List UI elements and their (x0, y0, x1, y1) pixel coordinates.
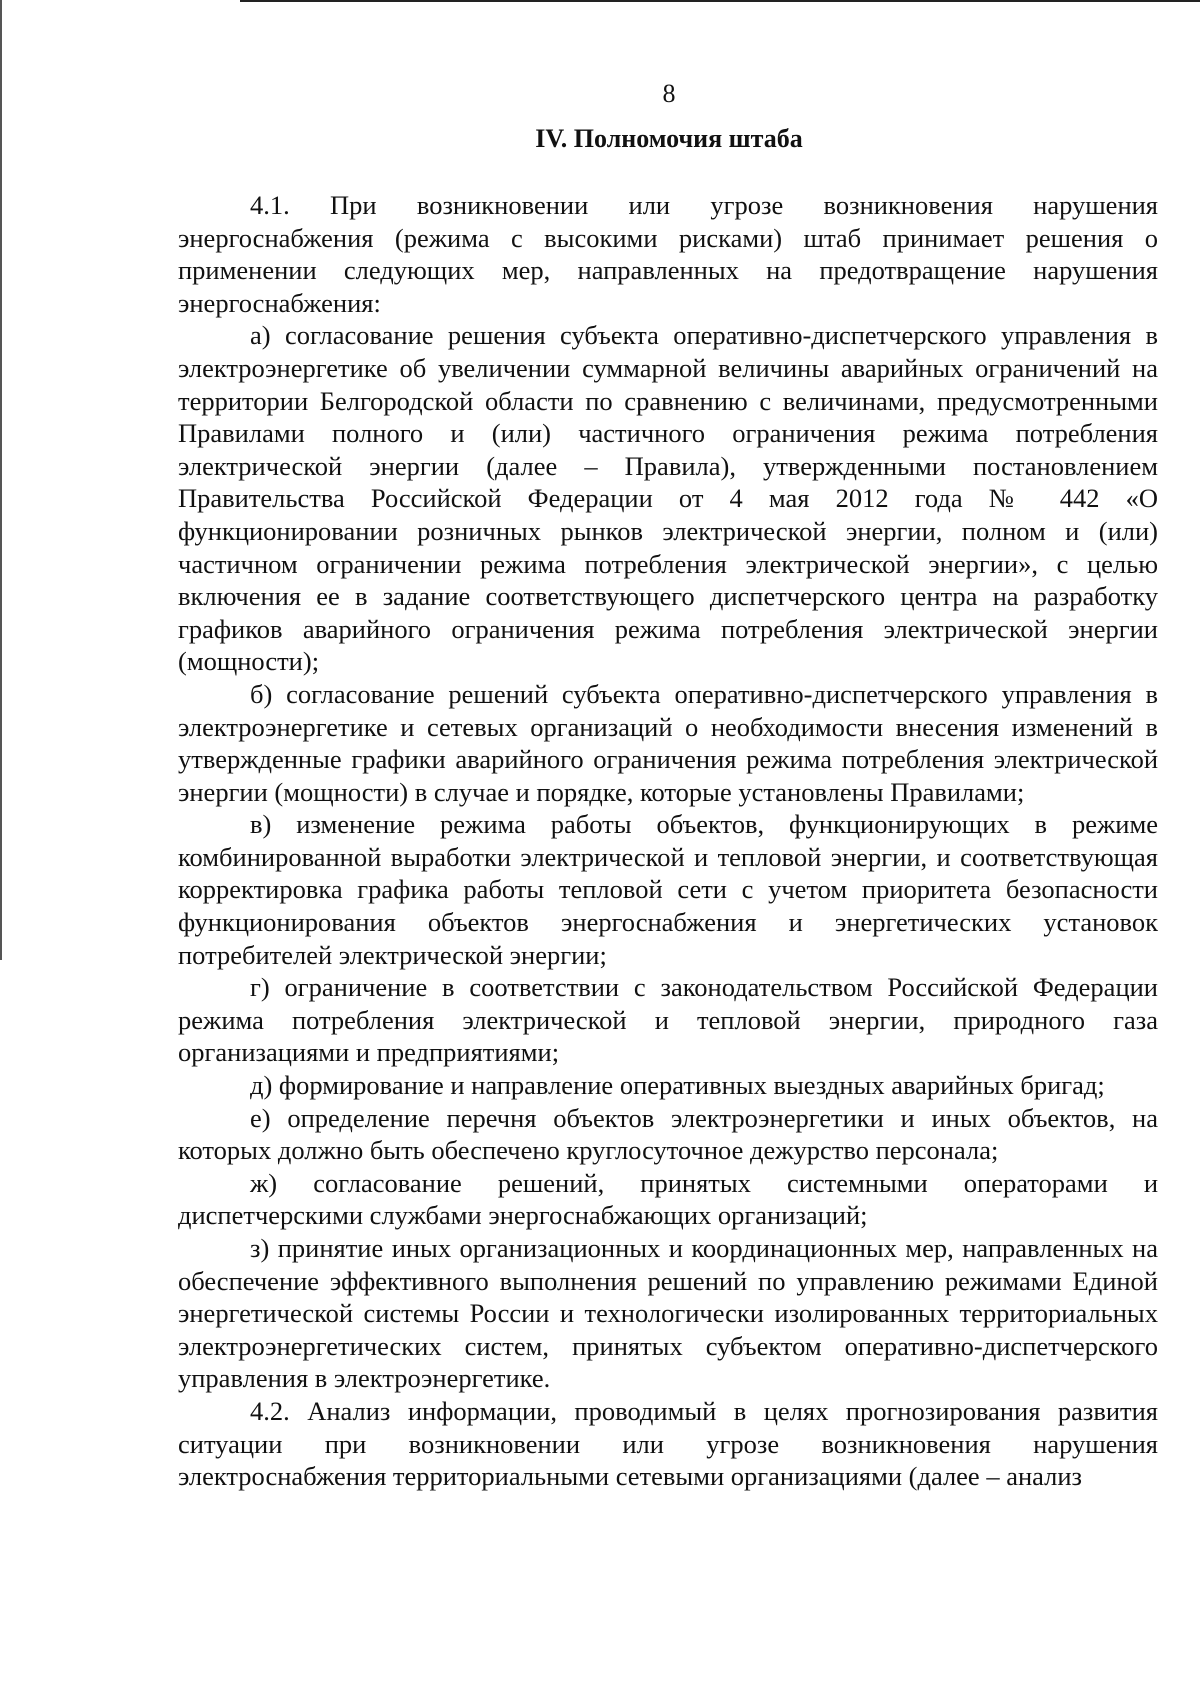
section-title: IV. Полномочия штаба (535, 124, 803, 153)
paragraph-item-b: б) согласование решений субъекта оперативно-диспетчерского управления в электроэнергетике и сетевых организаций о необходимости внесения изменений в утвержденные графики аварийного ограничения режима потребления электрической энергии (мощности) в случае и порядке, которые установлены Правилами; (178, 678, 1158, 807)
paragraph-4-1: 4.1. При возникновении или угрозе возникновения нарушения энергоснабжения (режима с высокими рисками) штаб принимает решения о применении следующих мер, направленных на предотвращение нарушения энергоснабжения: (178, 190, 1158, 318)
page-number: 8 (662, 79, 676, 108)
paragraph-item-v: в) изменение режима работы объектов, функционирующих в режиме комбинированной выработки электрической и тепловой энергии, и соответствующая корректировка графика работы тепловой сети с учетом приоритета безопасности функционирования объектов энергоснабжения и энергетических установок потребителей электрической энергии; (178, 809, 1158, 970)
top-border-line (240, 0, 1200, 2)
paragraph-item-a: а) согласование решения субъекта оперативно-диспетчерского управления в электроэнергетике об увеличении суммарной величины аварийных ограничений на территории Белгородской области по сравнению с величинами, предусмотренными Правилами полного и (или) частичного ограничения режима потребления электрической энергии (далее – Правила), утвержденными постановлением Правительства Российской Федерации от 4 мая 2012 года № 442 «О функционировании розничных рынков электрической энергии, полном и (или) частичном ограничении режима потребления электрической энергии», с целью включения ее в задание соответствующего диспетчерского центра на разработку графиков аварийного ограничения режима потребления электрической энергии (мощности); (178, 320, 1158, 677)
document-body (178, 189, 1158, 1493)
paragraph-item-d: д) формирование и направление оперативных выездных аварийных бригад; (250, 1070, 1105, 1101)
paragraph-item-zh: ж) согласование решений, принятых системными операторами и диспетчерскими службами энергоснабжающих организаций; (178, 1167, 1158, 1231)
paragraph-item-z: з) принятие иных организационных и координационных мер, направленных на обеспечение эффективного выполнения решений по управлению режимами Единой энергетической системы России и технологически изолированных территориальных электроэнергетических систем, принятых субъектом оперативно-диспетчерского управления в электроэнергетике. (178, 1233, 1158, 1394)
paragraph-4-2: 4.2. Анализ информации, проводимый в целях прогнозирования развития ситуации при возникновении или угрозе возникновения нарушения электроснабжения территориальными сетевыми организациями (далее – анализ (178, 1395, 1158, 1492)
paragraph-item-e: е) определение перечня объектов электроэнергетики и иных объектов, на которых должно быть обеспечено круглосуточное дежурство персонала; (178, 1102, 1158, 1166)
paragraph-item-g: г) ограничение в соответствии с законодательством Российской Федерации режима потребления электрической и тепловой энергии, природного газа организациями и предприятиями; (178, 972, 1158, 1068)
